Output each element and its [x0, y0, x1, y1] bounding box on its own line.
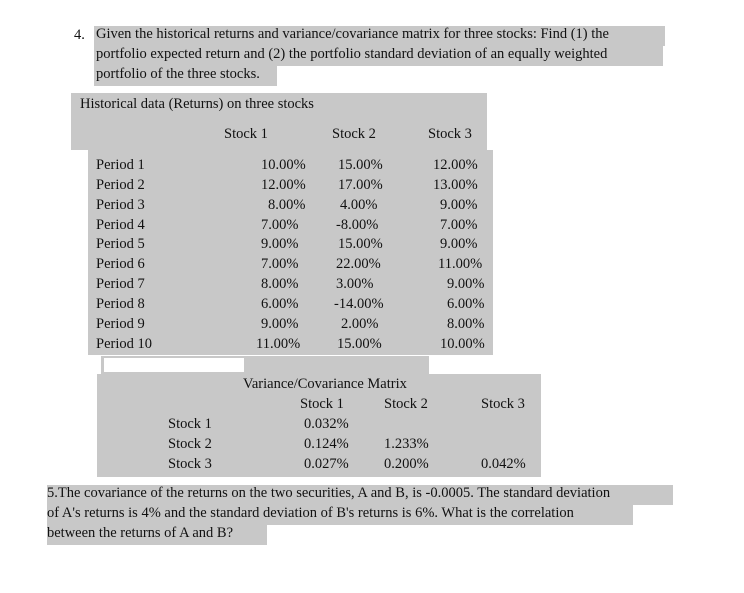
period-label: Period 8 — [96, 296, 145, 312]
matrix-blank-cell — [104, 358, 244, 372]
stock-1-return: 7.00% — [261, 256, 299, 272]
returns-header-stock-3: Stock 3 — [428, 126, 472, 142]
period-label: Period 6 — [96, 256, 145, 272]
stock-2-return: 15.00% — [337, 336, 382, 352]
stock-3-return: 9.00% — [447, 276, 485, 292]
question-4-line-3: portfolio of the three stocks. — [94, 66, 277, 86]
matrix-header-stock-2: Stock 2 — [384, 396, 428, 412]
stock-3-return: 13.00% — [433, 177, 478, 193]
stock-1-return: 8.00% — [261, 276, 299, 292]
question-4-line-2: portfolio expected return and (2) the portfolio standard deviation of an equally weighted — [94, 46, 663, 66]
matrix-header-stock-1: Stock 1 — [300, 396, 344, 412]
matrix-cell: 0.042% — [481, 456, 526, 472]
question-5-line-3: between the returns of A and B? — [47, 525, 267, 545]
stock-3-return: 9.00% — [440, 236, 478, 252]
matrix-row-label: Stock 2 — [168, 436, 212, 452]
returns-header-stock-2: Stock 2 — [332, 126, 376, 142]
stock-1-return: 12.00% — [261, 177, 306, 193]
period-label: Period 5 — [96, 236, 145, 252]
period-label: Period 2 — [96, 177, 145, 193]
stock-3-return: 8.00% — [447, 316, 485, 332]
stock-2-return: 15.00% — [338, 157, 383, 173]
stock-1-return: 9.00% — [261, 236, 299, 252]
question-5-line-1: 5.The covariance of the returns on the two securities, A and B, is -0.0005. The standard deviation — [47, 485, 673, 505]
period-label: Period 3 — [96, 197, 145, 213]
matrix-title: Variance/Covariance Matrix — [243, 376, 407, 392]
returns-header-stock-1: Stock 1 — [224, 126, 268, 142]
matrix-cell: 0.027% — [304, 456, 349, 472]
stock-3-return: 11.00% — [438, 256, 483, 272]
question-5-line-2: of A's returns is 4% and the standard deviation of B's returns is 6%. What is the correlation — [47, 505, 633, 525]
matrix-row-label: Stock 1 — [168, 416, 212, 432]
stock-1-return: 11.00% — [256, 336, 301, 352]
question-4-line-1: Given the historical returns and variance/covariance matrix for three stocks: Find (1) the — [94, 26, 665, 46]
period-label: Period 7 — [96, 276, 145, 292]
period-label: Period 10 — [96, 336, 152, 352]
period-label: Period 4 — [96, 217, 145, 233]
stock-3-return: 7.00% — [440, 217, 478, 233]
stock-3-return: 12.00% — [433, 157, 478, 173]
stock-3-return: 9.00% — [440, 197, 478, 213]
stock-2-return: 17.00% — [338, 177, 383, 193]
stock-2-return: -8.00% — [336, 217, 379, 233]
matrix-cell: 0.032% — [304, 416, 349, 432]
stock-1-return: 6.00% — [261, 296, 299, 312]
stock-2-return: 4.00% — [340, 197, 378, 213]
matrix-row-label: Stock 3 — [168, 456, 212, 472]
stock-2-return: 3.00% — [336, 276, 374, 292]
period-label: Period 9 — [96, 316, 145, 332]
stock-2-return: -14.00% — [334, 296, 384, 312]
question-number: 4. — [74, 27, 85, 43]
stock-1-return: 10.00% — [261, 157, 306, 173]
stock-1-return: 8.00% — [268, 197, 306, 213]
stock-1-return: 7.00% — [261, 217, 299, 233]
stock-1-return: 9.00% — [261, 316, 299, 332]
returns-title: Historical data (Returns) on three stocks — [80, 96, 314, 112]
period-label: Period 1 — [96, 157, 145, 173]
matrix-cell: 0.200% — [384, 456, 429, 472]
stock-2-return: 15.00% — [338, 236, 383, 252]
matrix-cell: 0.124% — [304, 436, 349, 452]
stock-2-return: 2.00% — [341, 316, 379, 332]
matrix-header-stock-3: Stock 3 — [481, 396, 525, 412]
stock-2-return: 22.00% — [336, 256, 381, 272]
stock-3-return: 10.00% — [440, 336, 485, 352]
stock-3-return: 6.00% — [447, 296, 485, 312]
matrix-cell: 1.233% — [384, 436, 429, 452]
